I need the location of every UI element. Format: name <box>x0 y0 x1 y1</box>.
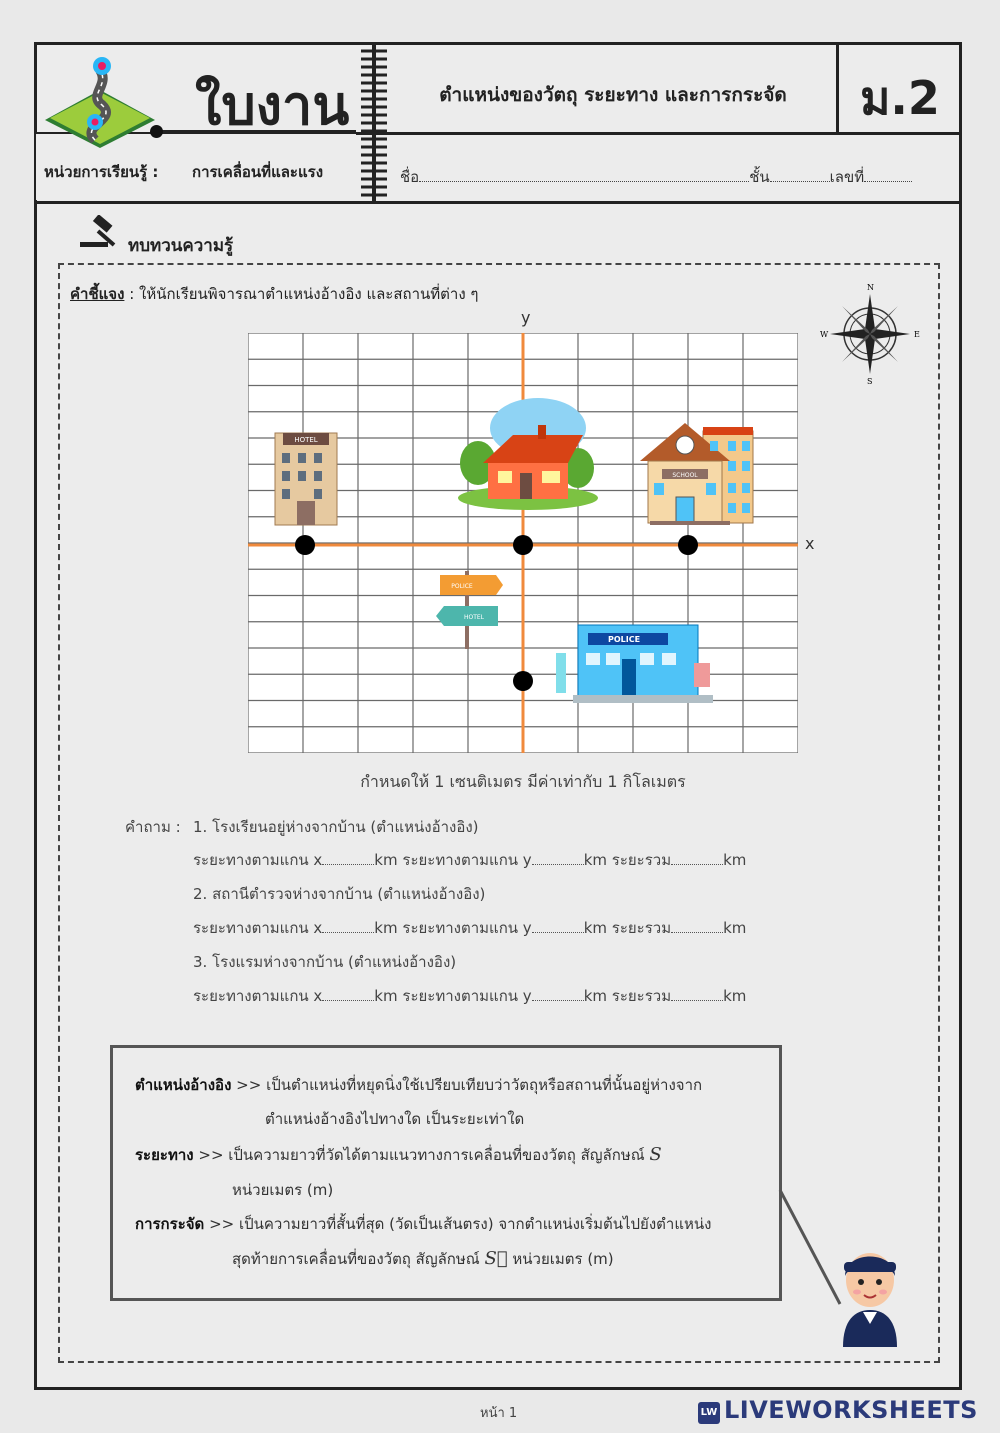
topic-title: ตำแหน่งของวัตถุ ระยะทาง และการกระจัด <box>439 84 787 106</box>
total-text: ระยะรวม <box>611 987 672 1005</box>
distance-symbol: S <box>649 1144 662 1165</box>
signpost-bottom: HOTEL <box>463 614 485 621</box>
page-number: หน้า 1 <box>480 1406 518 1421</box>
compass-n: N <box>867 283 874 292</box>
unit: km <box>723 851 747 869</box>
grade-level: ม.2 <box>860 71 940 125</box>
question-1: 1. โรงเรียนอยู่ห่างจากบ้าน (ตำแหน่งอ้างอิง) <box>193 818 479 836</box>
def-reference-text-1: >> เป็นตำแหน่งที่หยุดนิ่งใช้เปรียบเทียบว่าวัตถุหรือสถานที่นั้นอยู่ห่างจาก <box>236 1076 703 1094</box>
def-displacement-text-2: สุดท้ายการเคลื่อนที่ของวัตถุ สัญลักษณ์ <box>232 1250 480 1268</box>
student-info-row <box>400 165 912 189</box>
def-displacement-text-3: หน่วยเมตร (m) <box>512 1250 614 1268</box>
header-bottom-line <box>34 201 962 204</box>
x-text: ระยะทางตามแกน x <box>193 919 323 937</box>
hotel-sign: HOTEL <box>294 436 318 444</box>
def-displacement-line-2 <box>232 1247 614 1271</box>
unit: km <box>374 851 398 869</box>
answer-row-2 <box>193 916 746 940</box>
house-point <box>513 535 533 555</box>
spiral-binding <box>357 45 391 201</box>
unit: km <box>374 919 398 937</box>
x-text: ระยะทางตามแกน x <box>193 851 323 869</box>
unit: km <box>723 919 747 937</box>
answer-3-y[interactable] <box>532 988 584 1001</box>
hotel-point <box>295 535 315 555</box>
gavel-icon <box>78 215 122 251</box>
class-field[interactable] <box>770 167 830 182</box>
def-distance-term: ระยะทาง <box>135 1146 194 1164</box>
section-title: ทบทวนความรู้ <box>128 236 234 256</box>
police-station-image <box>556 625 713 703</box>
answer-2-x[interactable] <box>322 920 374 933</box>
def-reference <box>135 1073 702 1097</box>
school-sign: SCHOOL <box>672 472 698 479</box>
question-3: 3. โรงแรมห่างจากบ้าน (ตำแหน่งอ้างอิง) <box>193 953 457 971</box>
compass-e: E <box>914 330 920 339</box>
police-point <box>513 671 533 691</box>
unit: km <box>583 851 607 869</box>
x-text: ระยะทางตามแกน x <box>193 987 323 1005</box>
name-field[interactable] <box>419 167 749 182</box>
compass-w: W <box>820 330 829 339</box>
unit: km <box>583 987 607 1005</box>
total-text: ระยะรวม <box>611 919 672 937</box>
compass-s: S <box>867 377 873 386</box>
def-distance-text-2: หน่วยเมตร (m) <box>232 1181 334 1199</box>
def-displacement <box>135 1212 711 1236</box>
answer-row-1 <box>193 848 746 872</box>
def-distance-text-1: >> เป็นความยาวที่วัดได้ตามแนวทางการเคลื่อนที่ของวัตถุ สัญลักษณ์ <box>198 1146 645 1164</box>
answer-row-3 <box>193 984 746 1008</box>
answer-3-x[interactable] <box>322 988 374 1001</box>
def-displacement-term: การกระจัด <box>135 1215 205 1233</box>
liveworksheets-logo-icon: LW <box>698 1402 720 1424</box>
scale-caption: กำหนดให้ 1 เซนติเมตร มีค่าเท่ากับ 1 กิโลเมตร <box>360 772 686 791</box>
answer-3-total[interactable] <box>671 988 723 1001</box>
liveworksheets-brand[interactable]: LIVEWORKSHEETS <box>724 1396 978 1424</box>
unit-label: หน่วยการเรียนรู้ : <box>44 163 159 181</box>
y-text: ระยะทางตามแกน y <box>402 851 532 869</box>
answer-2-y[interactable] <box>532 920 584 933</box>
coordinate-grid <box>248 333 798 753</box>
instruction <box>70 282 478 306</box>
class-label: ชั้น <box>749 168 770 186</box>
number-label: เลขที่ <box>829 168 865 186</box>
total-text: ระยะรวม <box>611 851 672 869</box>
grade-divider <box>836 42 839 134</box>
unit: km <box>374 987 398 1005</box>
y-axis-label: y <box>521 308 531 327</box>
answer-1-x[interactable] <box>322 852 374 865</box>
def-distance <box>135 1143 662 1167</box>
hotel-image <box>275 433 337 525</box>
signpost-top: POLICE <box>451 583 473 590</box>
instruction-text: : ให้นักเรียนพิจารณาตำแหน่งอ้างอิง และสถานที่ต่าง ๆ <box>129 285 479 303</box>
answer-1-y[interactable] <box>532 852 584 865</box>
question-2: 2. สถานีตำรวจห่างจากบ้าน (ตำแหน่งอ้างอิง) <box>193 885 486 903</box>
map-road-logo <box>40 50 160 150</box>
def-reference-term: ตำแหน่งอ้างอิง <box>135 1076 232 1094</box>
police-sign: POLICE <box>608 635 641 644</box>
instruction-label: คำชี้แจง <box>70 285 125 303</box>
questions-intro: คำถาม : <box>125 818 181 836</box>
worksheet-title: ใบงาน <box>195 74 350 137</box>
student-avatar <box>835 1232 905 1347</box>
number-field[interactable] <box>864 167 912 182</box>
def-reference-text-2: ตำแหน่งอ้างอิงไปทางใด เป็นระยะเท่าใด <box>265 1110 525 1128</box>
unit-value: การเคลื่อนที่และแรง <box>192 163 324 181</box>
def-displacement-text-1: >> เป็นความยาวที่สั้นที่สุด (วัดเป็นเส้นตรง) จากตำแหน่งเริ่มต้นไปยังตำแหน่ง <box>209 1215 712 1233</box>
y-text: ระยะทางตามแกน y <box>402 987 532 1005</box>
compass-icon <box>820 282 920 386</box>
displacement-symbol: S⃗ <box>484 1248 508 1269</box>
school-point <box>678 535 698 555</box>
answer-2-total[interactable] <box>671 920 723 933</box>
answer-1-total[interactable] <box>671 852 723 865</box>
y-text: ระยะทางตามแกน y <box>402 919 532 937</box>
name-label: ชื่อ <box>400 168 420 186</box>
unit: km <box>583 919 607 937</box>
unit: km <box>723 987 747 1005</box>
x-axis-label: x <box>805 534 815 553</box>
